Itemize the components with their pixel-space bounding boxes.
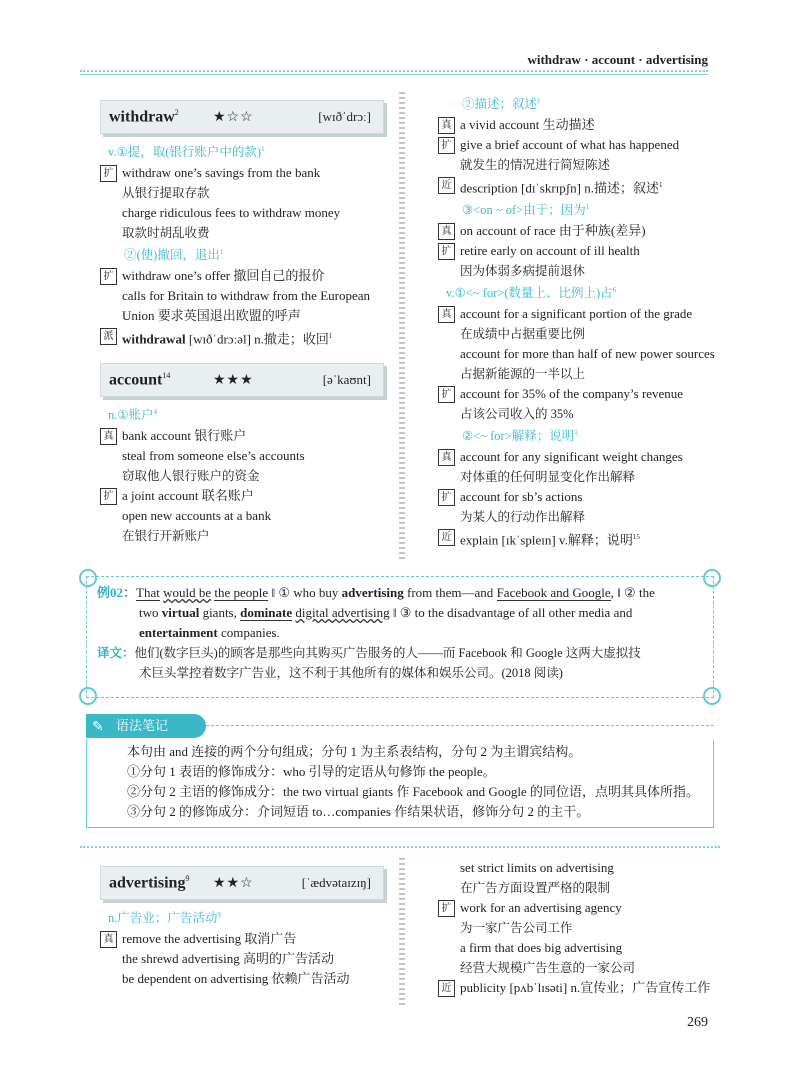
headword: account$^{14}$ [109,371,171,389]
translation-line: 术巨头掌控着数字广告业，这不利于其他所有的媒体和娱乐公司。(2018 阅读) [139,666,563,680]
translation: 占该公司收入的 35% [460,407,574,422]
sense-label: v.①<~ for>(数量上、比例上)占$^6$ [446,286,617,301]
phrase-row: 扩 work for an advertising agency [438,898,728,918]
sense-label: n.①账户$^4$ [108,408,158,423]
frequency-stars: ★★★ [213,372,254,388]
kuo-tag-icon: 扩 [438,900,455,917]
phrase-row: a firm that does big advertising [460,940,623,955]
translation: 为某人的行动作出解释 [460,510,586,525]
translation: 取款时胡乱收费 [122,226,210,240]
sense-label: ②<~ for>解释；说明$^1$ [462,429,578,444]
translation: 占据新能源的一半以上 [460,367,586,382]
kuo-tag-icon: 扩 [438,489,455,506]
translation-label: 译文： [97,646,135,660]
notes-rule [206,725,714,726]
kuo-tag-icon: 扩 [100,165,117,182]
column-divider [399,92,405,562]
kuo-tag-icon: 扩 [438,243,455,260]
phrase-row: 真 account for any significant weight changes [438,447,728,467]
note-line: ②分句 2 主语的修饰成分：the two virtual giants 作 Facebook and Google 的同位语，点明其具体所指。 [127,784,699,799]
frequency-stars: ★☆☆ [213,109,254,125]
sense-label: ②描述；叙述$^1$ [462,96,541,111]
synonym-row: 近 description [dɪˈskrɪpʃn] n.描述；叙述$^1$ [438,175,728,198]
phrase-row: steal from someone else’s accounts [122,448,305,464]
translation: 对体重的任何明显变化作出解释 [460,470,636,485]
phrase-row: 扩 a joint account 联名账户 [100,486,384,506]
translation: 在成绩中占据重要比例 [460,327,586,342]
example-text [97,583,703,683]
sense-label: n.广告业；广告活动$^9$ [108,910,221,925]
zhen-tag-icon: 真 [100,931,117,948]
right-column [438,92,728,551]
corner-ornament-icon [79,569,97,587]
phrase-row: 扩 account for sb’s actions [438,487,728,507]
phrase-row: set strict limits on advertising [460,860,614,875]
zhen-tag-icon: 真 [438,223,455,240]
pen-icon: ✎ [92,720,104,735]
left-column-bottom [100,866,384,989]
phrase-row: Union 要求英国退出欧盟的呼声 [122,308,301,323]
zhen-tag-icon: 真 [438,117,455,134]
phrase-row: 扩 account for 35% of the company’s revenue [438,384,728,404]
jin-tag-icon: 近 [438,980,455,997]
phrase-row: 扩 retire early on account of ill health [438,241,728,261]
example-sentence-box [86,576,714,698]
example-line: 例02：That would be the people ‖ ① who buy advertising from them—and Facebook and Google, ‖ ② the [97,585,655,600]
headword-box-account [100,363,384,397]
phrase-row: charge ridiculous fees to withdraw money [122,205,341,220]
phrase-row: 真 bank account 银行账户 [100,426,384,446]
grammar-notes-tab: ✎ 语法笔记 [86,714,206,738]
headword-box-advertising [100,866,384,900]
sense-label: ②(使)撤回，退出$^1$ [124,247,224,262]
corner-ornament-icon [79,687,97,705]
kuo-tag-icon: 扩 [438,137,455,154]
phrase-row: 扩 withdraw one’s savings from the bank [100,163,384,183]
pai-tag-icon: 派 [100,328,117,345]
phrase-row: 真 account for a significant portion of the grade [438,304,728,324]
zhen-tag-icon: 真 [100,428,117,445]
zhen-tag-icon: 真 [438,449,455,466]
translation: 在银行开新账户 [122,529,210,544]
sense-label: v.①提，取(银行账户中的款)$^1$ [108,144,265,159]
translation: 经营大规模广告生意的一家公司 [460,961,636,975]
section-divider [80,846,720,848]
translation: 在广告方面设置严格的限制 [460,881,611,895]
kuo-tag-icon: 扩 [100,488,117,505]
headword: advertising$^9$ [109,873,190,892]
page-number: 269 [687,1015,708,1030]
synonym-row: 近 explain [ɪkˈspleɪn] v.解释；说明$^{15}$ [438,527,728,550]
phrase-row: 真 remove the advertising 取消广告 [100,929,384,949]
translation: 因为体弱多病提前退休 [460,264,586,279]
header-rule [80,70,708,72]
phrase-row: the shrewd advertising 高明的广告活动 [122,951,334,966]
headword: withdraw$^2$ [109,107,179,126]
kuo-tag-icon: 扩 [438,386,455,403]
phrase-row: account for more than half of new power sources [460,346,715,362]
phrase-row: be dependent on advertising 依赖广告活动 [122,971,350,986]
phrase-row: calls for Britain to withdraw from the European [122,288,371,303]
phrase-row: open new accounts at a bank [122,508,272,524]
derivative-row: 派 withdrawal [wɪðˈdrɔːəl] n.撤走；收回$^1$ [100,326,384,349]
jin-tag-icon: 近 [438,177,455,194]
corner-ornament-icon [703,569,721,587]
frequency-stars: ★★☆ [213,875,254,891]
corner-ornament-icon [703,687,721,705]
note-line: 本句由 and 连接的两个分句组成；分句 1 为主系表结构，分句 2 为主谓宾结构。 [127,744,582,759]
translation-line: 译文：他们(数字巨头)的顾客是那些向其购买广告服务的人——而 Facebook 和 Google 这两大虚拟技 [97,646,641,660]
example-line: two virtual giants, dominate digital advertising ‖ ③ to the disadvantage of all other media and [139,605,633,620]
phrase-row: 扩 withdraw one’s offer 撤回自己的报价 [100,266,384,286]
zhen-tag-icon: 真 [438,306,455,323]
pronunciation: [ˈædvətaɪzɪŋ] [301,875,371,890]
translation: 从银行提取存款 [122,186,210,200]
kuo-tag-icon: 扩 [100,268,117,285]
jin-tag-icon: 近 [438,529,455,546]
phrase-row: 真 a vivid account 生动描述 [438,115,728,135]
phrase-row: 扩 give a brief account of what has happened [438,135,728,155]
pronunciation: [wɪðˈdrɔː] [318,109,371,124]
translation: 窃取他人银行账户的资金 [122,469,260,484]
translation: 就发生的情况进行简短陈述 [460,158,611,172]
pronunciation: [əˈkaʊnt] [322,372,371,388]
translation: 为一家广告公司工作 [460,921,573,935]
synonym-row: 近 publicity [pʌbˈlɪsəti] n.宣传业；广告宣传工作 [438,978,728,998]
right-column-bottom [438,858,728,998]
note-line: ③分句 2 的修饰成分：介词短语 to…companies 作结果状语，修饰分句 2 的主干。 [127,804,590,819]
phrase-row: 真 on account of race 由于种族(差异) [438,221,728,241]
column-divider [399,858,405,1008]
header-rule-2 [80,74,708,75]
header-title: withdraw · account · advertising [527,52,708,67]
headword-box-withdraw [100,100,384,134]
running-header [0,48,800,78]
sense-label: ③<on ~ of>由于；因为$^1$ [462,203,590,218]
example-line: entertainment companies. [139,625,280,640]
grammar-notes-header [86,714,714,740]
example-label: 例02 [97,585,124,600]
grammar-notes-body [86,740,714,828]
left-column [100,100,384,546]
note-line: ①分句 1 表语的修饰成分：who 引导的定语从句修饰 the people。 [127,764,496,779]
